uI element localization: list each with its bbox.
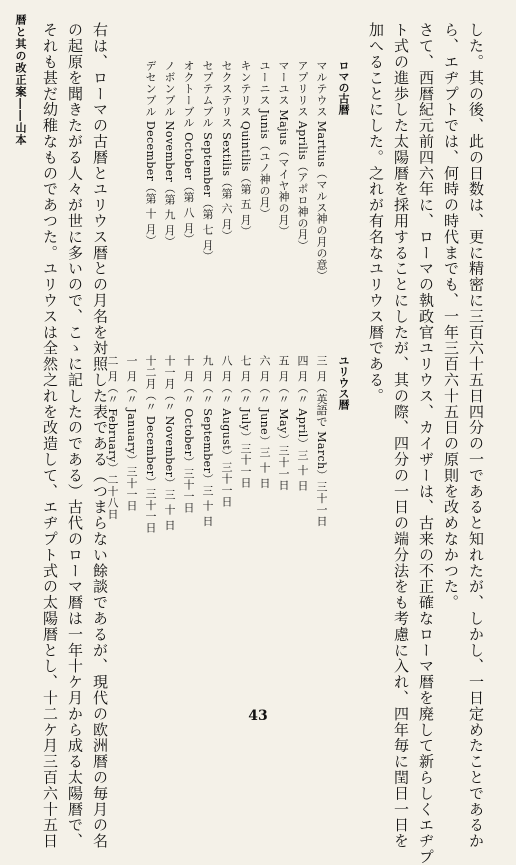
body-column-1: した。其の後、此の日数は、更に精密に三百六十五日四分の一であると知れたが、しかし、一日定めたことであるか: [467, 22, 485, 849]
julian-month-cell: 十二月（〃 December）三十一日: [144, 355, 157, 534]
julian-month-cell: 十一月（〃 November）三 十 日: [163, 355, 176, 531]
body-column-6: 右は、ローマの古暦とユリウス暦との月名を対照した表である（つまらない餘談であるが、現代の欧洲暦の毎月の名: [91, 22, 109, 849]
julian-month-cell: 九 月（〃 September）三 十 日: [201, 355, 214, 527]
body-column-2: ら、エヂプトでは、何時の時代までも、一年三百六十五日の原則を改めなかつた。: [442, 22, 460, 611]
page-number: 43: [248, 708, 268, 724]
roman-month-cell: キンテリス Quintilis（第 五 月）: [239, 60, 252, 237]
julian-month-cell: 十 月（〃 October）三十一日: [182, 355, 195, 514]
roman-month-cell: デセンブル December（第 十 月）: [144, 60, 157, 247]
julian-month-cell: 一 月（〃 January）三十一日: [125, 355, 138, 512]
roman-month-cell: ユーニス Junis（ユノ神の月）: [258, 60, 271, 220]
roman-month-cell: セクステリス Sextilis（第 六 月）: [220, 60, 233, 242]
julian-month-cell: 六 月（〃 June）三 十 日: [258, 355, 271, 489]
julian-calendar-header: ユリウス暦: [337, 355, 350, 410]
body-column-7: の起原を聞きたがる人々が世に多いので、こゝに記したのである）古代のローマ暦は一年十ケ月から成る太陽暦で、: [66, 22, 84, 849]
roman-calendar-header: ロマの古暦: [337, 60, 350, 115]
julian-month-cell: 二 月（〃 February）二十八日: [106, 355, 119, 520]
roman-month-cell: マーユス Majus（マイヤ神の月）: [277, 60, 290, 237]
roman-month-cell: オクトーブル October（第 八 月）: [182, 60, 195, 245]
running-header: 暦と其の改正案――山本: [14, 14, 27, 146]
roman-month-cell: ノボンブル November（第 九 月）: [163, 60, 176, 248]
julian-month-cell: 七 月（〃 July）三十一日: [239, 355, 252, 489]
julian-month-cell: 八 月（〃 August）三十一日: [220, 355, 233, 508]
julian-month-cell: 五 月（〃 May）三十一日: [277, 355, 290, 491]
julian-month-cell: 三 月（英語で March）三十一日: [315, 355, 328, 527]
roman-month-cell: セプテムブル September（第 七 月）: [201, 60, 214, 262]
julian-month-cell: 四 月（〃 April）三 十 日: [296, 355, 309, 492]
roman-month-cell: アプリリス Aprilis（アポロ神の月）: [296, 60, 309, 252]
body-column-3: さて、西暦紀元前四六年に、ローマの執政官ユリウス、カイザーは、古来の不正確なローマ暦を廃して新らしくエヂプ: [417, 22, 435, 865]
body-column-8: それも甚だ幼稚なものであつた。ユリウスは全然之れを改造して、エヂプト式の太陽暦とし、十二ケ月三百六十五日: [41, 22, 59, 849]
body-column-4: ト式の進歩した太陽暦を採用することにしたが、其の際、四分の一日の端分法をも考慮に入れ、四年毎に閏日一日を: [392, 22, 410, 849]
roman-month-cell: マルテウス Martius（マルス神の月の意）: [315, 60, 328, 282]
body-column-5: 加へることにした。之れが有名なユリウス暦である。: [367, 22, 385, 404]
